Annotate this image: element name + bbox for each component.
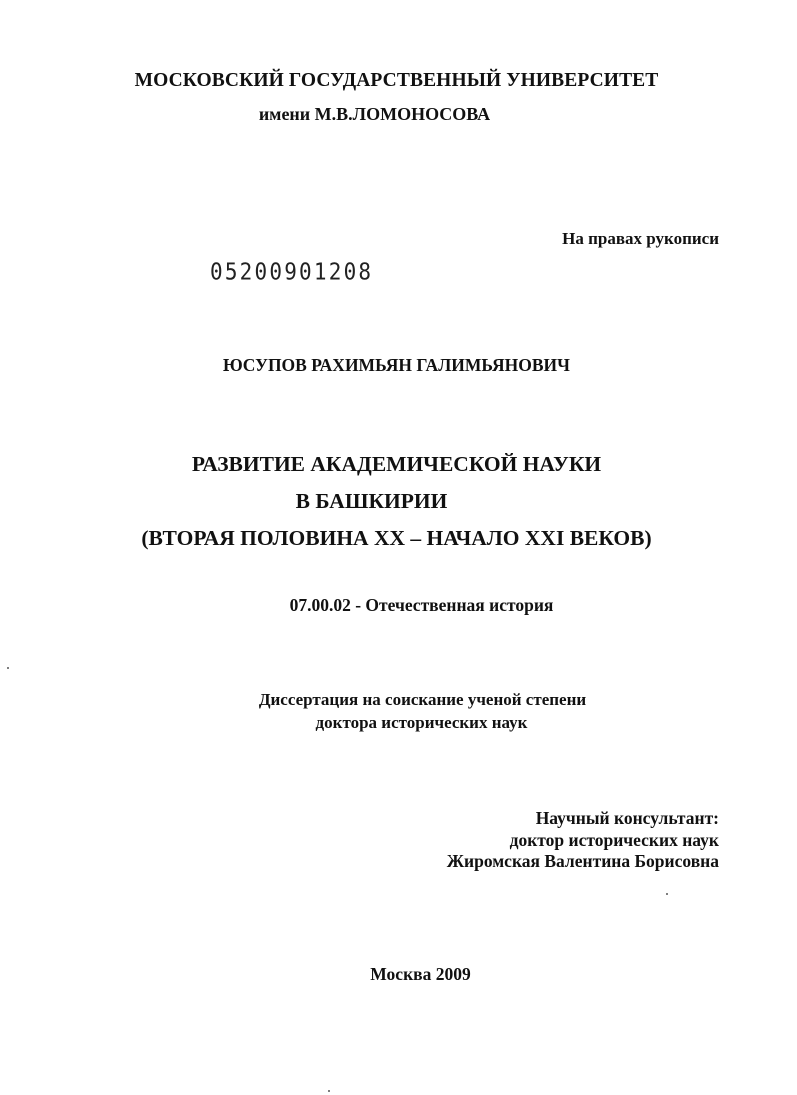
scan-speck xyxy=(666,893,668,895)
university-name: МОСКОВСКИЙ ГОСУДАРСТВЕННЫЙ УНИВЕРСИТЕТ xyxy=(134,70,659,91)
scientific-advisor-block xyxy=(447,808,719,873)
thesis-title-line-1: РАЗВИТИЕ АКАДЕМИЧЕСКОЙ НАУКИ xyxy=(191,452,602,476)
author-name: ЮСУПОВ РАХИМЬЯН ГАЛИМЬЯНОВИЧ xyxy=(222,355,570,375)
degree-statement-line-2: доктора исторических наук xyxy=(315,713,528,732)
advisor-degree: доктор исторических наук xyxy=(509,829,719,850)
degree-statement-line-1: Диссертация на соискание ученой степени xyxy=(258,690,587,709)
scan-speck xyxy=(328,1090,330,1092)
university-named-after: имени М.В.ЛОМОНОСОВА xyxy=(258,104,491,124)
thesis-title-line-3: (ВТОРАЯ ПОЛОВИНА XX – НАЧАЛО XXI ВЕКОВ) xyxy=(141,526,652,550)
advisor-label: Научный консультант: xyxy=(535,808,719,828)
catalog-number-stamp: 05200901208 xyxy=(210,258,374,285)
scan-speck xyxy=(7,667,9,669)
specialty-code: 07.00.02 - Отечественная история xyxy=(289,595,554,615)
city-and-year: Москва 2009 xyxy=(370,964,471,984)
advisor-name: Жиромская Валентина Борисовна xyxy=(446,851,719,871)
manuscript-rights-note: На правах рукописи xyxy=(562,229,719,248)
thesis-title-line-2: В БАШКИРИИ xyxy=(295,489,448,513)
